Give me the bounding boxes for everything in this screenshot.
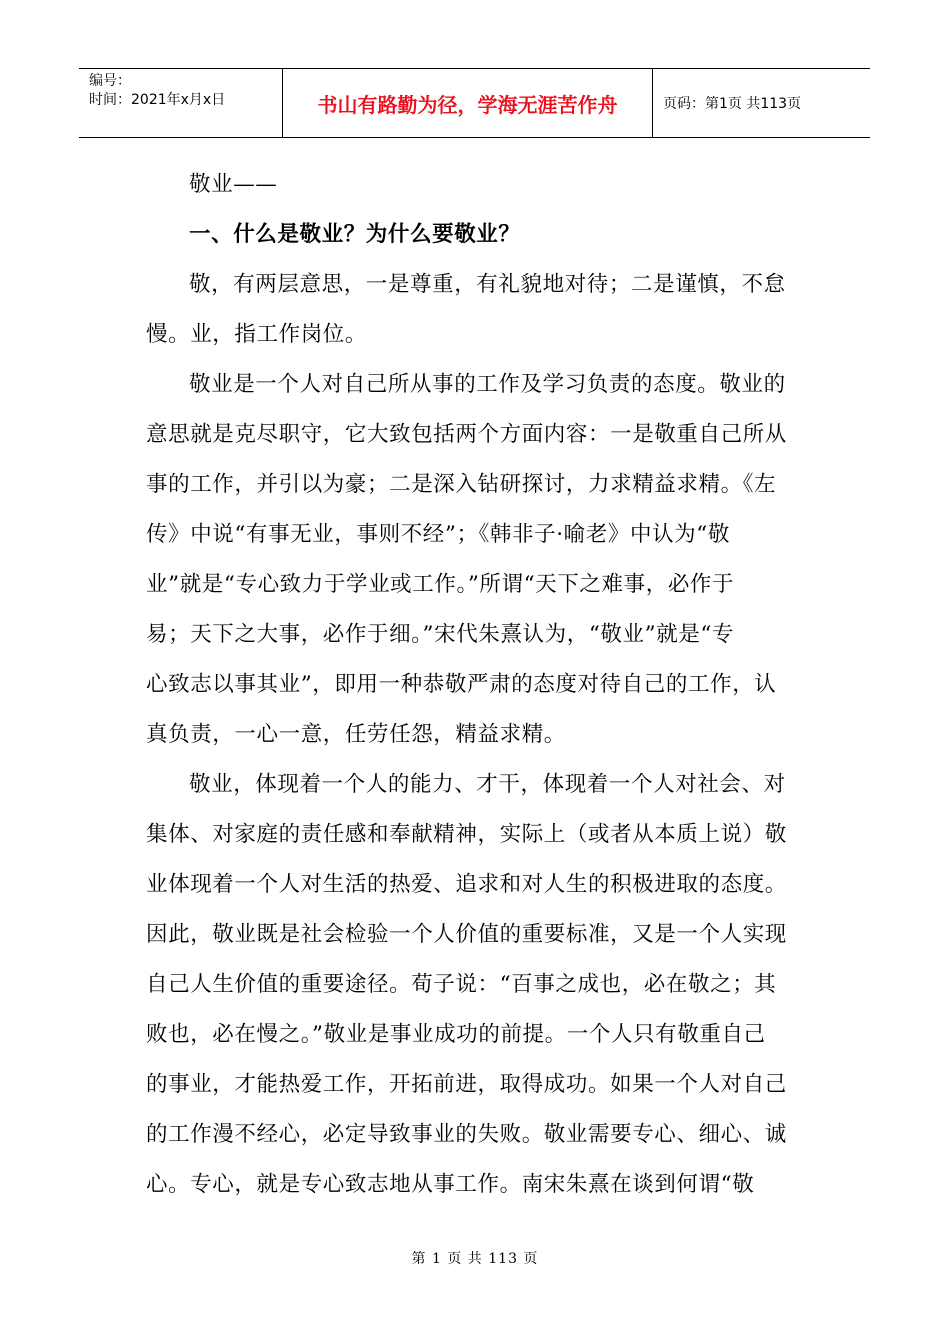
header-meta	[79, 69, 283, 137]
document-number-label: 编号：	[89, 73, 131, 89]
body-line: 业体现着一个人对生活的热爱、追求和对人生的积极进取的态度。	[146, 872, 787, 897]
document-time-label: 时间：2021年x月x日	[89, 92, 226, 108]
header-motto: 书山有路勤为径，学海无涯苦作舟	[283, 69, 653, 137]
body-line: 敬，有两层意思，一是尊重，有礼貌地对待；二是谨慎，不怠	[189, 272, 786, 297]
body-line: 因此，敬业既是社会检验一个人价值的重要标准，又是一个人实现	[146, 922, 787, 947]
body-line: 事的工作，并引以为豪；二是深入钻研探讨，力求精益求精。《左	[146, 472, 777, 497]
body-line: 敬业，体现着一个人的能力、才干，体现着一个人对社会、对	[189, 772, 786, 797]
section-title: 一、什么是敬业？为什么要敬业？	[189, 222, 521, 247]
body-line: 自己人生价值的重要途径。荀子说：“百事之成也，必在敬之；其	[146, 972, 777, 997]
body-line: 易；天下之大事，必作于细。”宋代朱熹认为，“敬业”就是“专	[146, 622, 735, 647]
body-line: 心致志以事其业”，即用一种恭敬严肃的态度对待自己的工作，认	[146, 672, 777, 697]
body-line: 传》中说“有事无业，事则不经”；《韩非子·喻老》中认为“敬	[146, 522, 730, 547]
body-line: 敬业是一个人对自己所从事的工作及学习负责的态度。敬业的	[189, 372, 786, 397]
document-body	[146, 160, 806, 1210]
body-line: 意思就是克尽职守，它大致包括两个方面内容：一是敬重自己所从	[146, 422, 787, 447]
section-heading: 敬业——	[189, 172, 278, 197]
body-line: 慢。业，指工作岗位。	[146, 322, 368, 347]
body-line: 败也，必在慢之。”敬业是事业成功的前提。一个人只有敬重自己	[146, 1022, 766, 1047]
body-line: 的工作漫不经心，必定导致事业的失败。敬业需要专心、细心、诚	[146, 1122, 787, 1147]
body-line: 业”就是“专心致力于学业或工作。”所谓“天下之难事，必作于	[146, 572, 735, 597]
body-line: 集体、对家庭的责任感和奉献精神，实际上（或者从本质上说）敬	[146, 822, 787, 847]
header-page-info: 页码：第1页 共113页	[663, 96, 802, 112]
body-line: 心。专心，就是专心致志地从事工作。南宋朱熹在谈到何谓“敬	[146, 1172, 755, 1197]
body-line: 真负责，一心一意，任劳任怨，精益求精。	[146, 722, 566, 747]
body-line: 的事业，才能热爱工作，开拓前进，取得成功。如果一个人对自己	[146, 1072, 787, 1097]
page-header	[79, 68, 870, 138]
page-footer: 第 1 页 共 113 页	[411, 1251, 539, 1267]
